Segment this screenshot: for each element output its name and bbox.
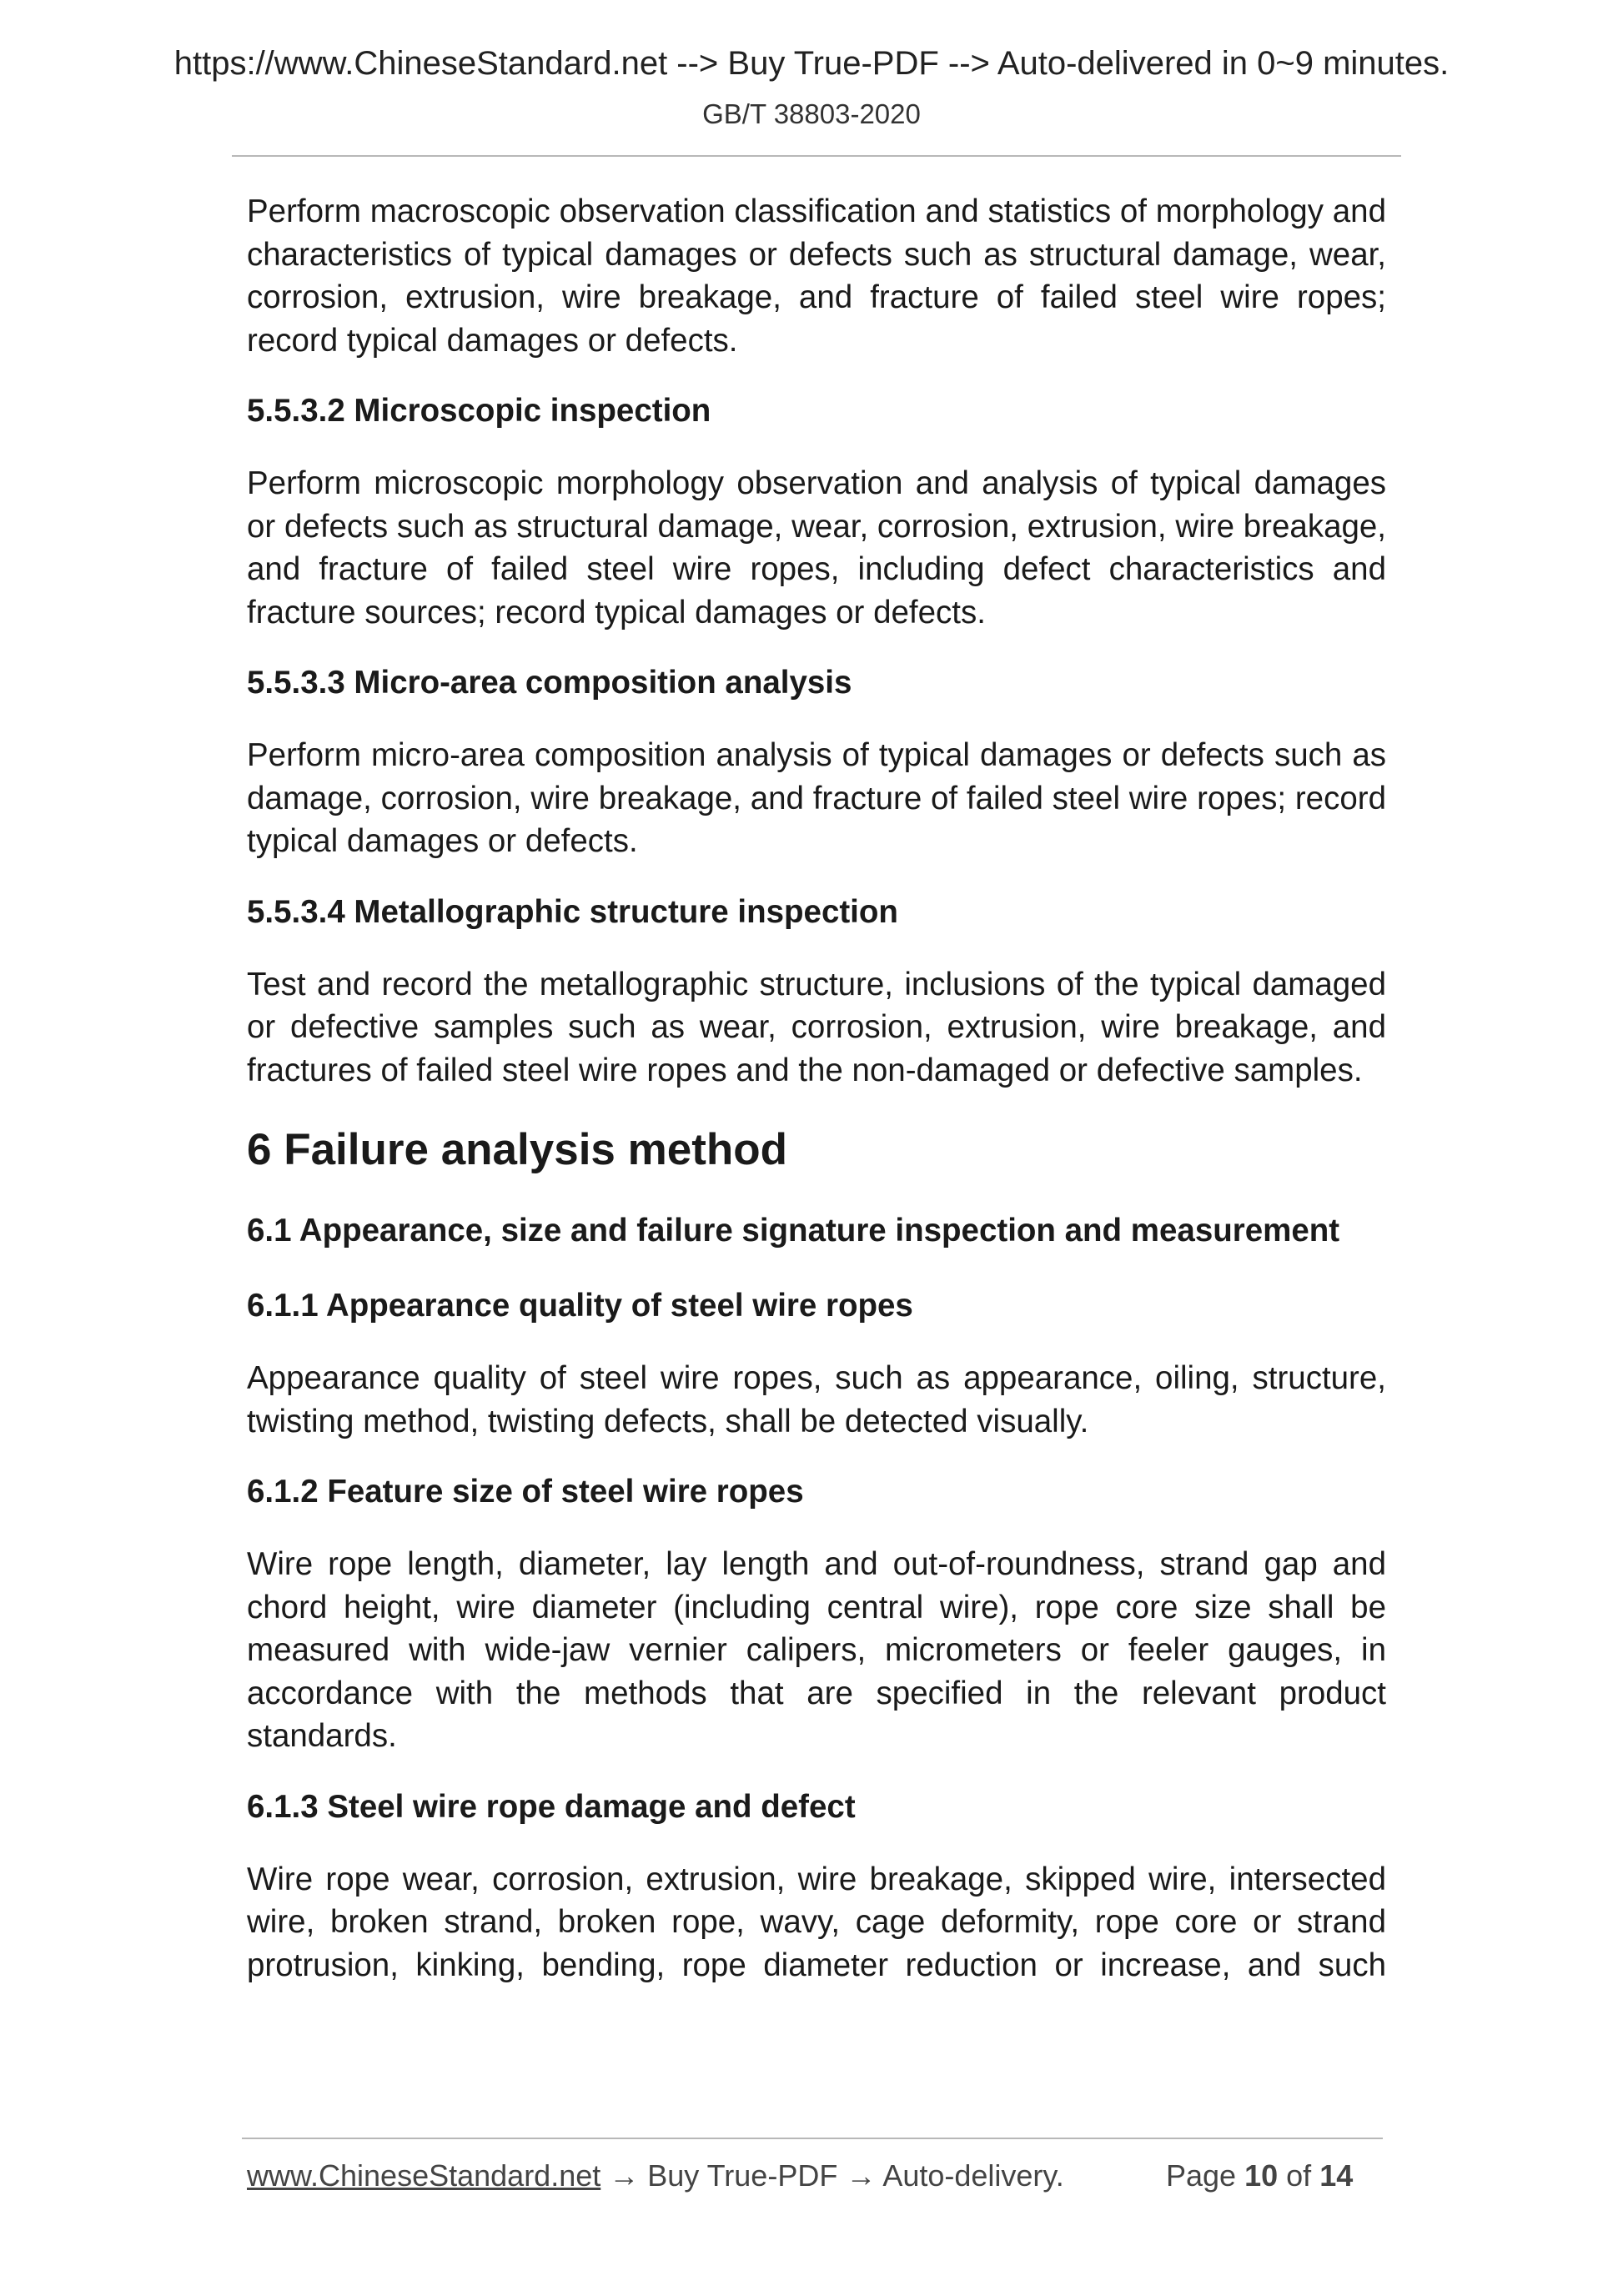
paragraph-6-1-2: Wire rope length, diameter, lay length and out-of-roundness, strand gap and chord height, wire diameter (including central wire), rope core size shall be measured with wide-jaw vernier calipers, micrometers or feeler gauges, in accordance with the methods that are specified in the relevant product standards.: [247, 1546, 1386, 1754]
footer-site-link[interactable]: www.ChineseStandard.net: [247, 2158, 601, 2193]
standard-code: GB/T 38803-2020: [702, 98, 921, 129]
page-current: 10: [1244, 2158, 1279, 2193]
footer-nav-text: → Buy True-PDF → Auto-delivery.: [600, 2158, 1064, 2193]
heading-5-5-3-2: 5.5.3.2 Microscopic inspection: [247, 393, 711, 429]
heading-6-1-2: 6.1.2 Feature size of steel wire ropes: [247, 1474, 804, 1510]
paragraph-intro: Perform macroscopic observation classification and statistics of morphology and characteristics of typical damages or defects such as structural damage, wear, corrosion, extrusion, wire breakage, and fracture of failed steel wire ropes; record typical damages or defects.: [247, 193, 1386, 359]
paragraph-5-5-3-4: Test and record the metallographic structure, inclusions of the typical damaged or defective samples such as wear, corrosion, extrusion, wire breakage, and fractures of failed steel wire ropes and the non-damaged or defective samples.: [247, 966, 1386, 1088]
footer-links: [247, 2158, 1064, 2193]
page-total: 14: [1319, 2158, 1354, 2193]
page-word: Page: [1166, 2158, 1237, 2193]
heading-6-1-1: 6.1.1 Appearance quality of steel wire ropes: [247, 1288, 913, 1324]
header-banner: https://www.ChineseStandard.net --> Buy True-PDF --> Auto-delivered in 0~9 minutes.: [173, 45, 1450, 82]
paragraph-6-1-3: Wire rope wear, corrosion, extrusion, wire breakage, skipped wire, intersected wire, broken strand, broken rope, wavy, cage deformity, rope core or strand protrusion, kinking, bending, rope diameter reduction or increase, and such: [247, 1861, 1386, 1983]
heading-5-5-3-4: 5.5.3.4 Metallographic structure inspection: [247, 893, 898, 930]
paragraph-5-5-3-3: Perform micro-area composition analysis of typical damages or defects such as damage, corrosion, wire breakage, and fracture of failed steel wire ropes; record typical damages or defects.: [247, 737, 1386, 859]
heading-6-1: 6.1 Appearance, size and failure signature inspection and measurement: [247, 1213, 1340, 1248]
heading-5-5-3-3: 5.5.3.3 Micro-area composition analysis: [247, 665, 852, 701]
page-of: of: [1286, 2158, 1312, 2193]
document-body: [247, 190, 1386, 1987]
paragraph-5-5-3-2: Perform microscopic morphology observation and analysis of typical damages or defects such as structural damage, wear, corrosion, extrusion, wire breakage, and fracture of failed steel wire ropes, including defect characteristics and fracture sources; record typical damages or defects.: [247, 465, 1386, 631]
page-indicator: [1166, 2158, 1353, 2193]
footer-divider: [242, 2138, 1383, 2139]
heading-6: 6 Failure analysis method: [247, 1125, 788, 1174]
heading-6-1-3: 6.1.3 Steel wire rope damage and defect: [247, 1788, 856, 1825]
header-divider: [232, 155, 1401, 157]
paragraph-6-1-1: Appearance quality of steel wire ropes, such as appearance, oiling, structure, twisting method, twisting defects, shall be detected visually.: [247, 1360, 1386, 1439]
